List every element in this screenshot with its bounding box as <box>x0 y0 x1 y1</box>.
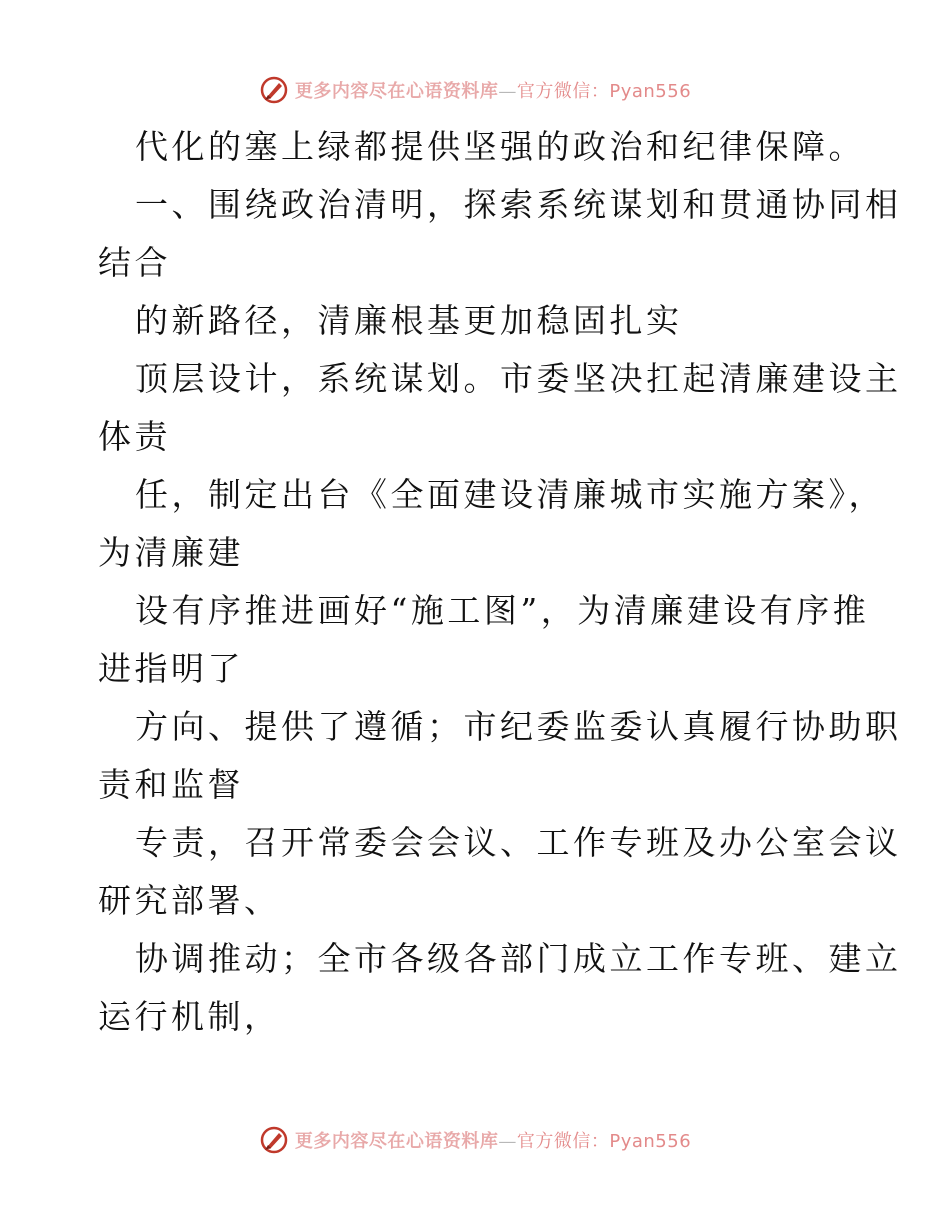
body-line: 任，制定出台《全面建设清廉城市实施方案》， <box>135 475 885 514</box>
document-body <box>98 118 902 1046</box>
body-line: 结合 <box>98 243 171 282</box>
body-line: 体责 <box>98 417 171 456</box>
header-watermark <box>0 72 950 108</box>
body-line: 运行机制， <box>98 997 281 1036</box>
header-watermark-contact: 官方微信：Pyan556 <box>516 81 692 102</box>
body-line: 为清廉建 <box>98 533 244 572</box>
header-watermark-separator: — <box>498 81 517 102</box>
body-line: 一、围绕政治清明，探索系统谋划和贯通协同相 <box>135 185 902 224</box>
body-line: 设有序推进画好“施工图”，为清廉建设有序推 <box>135 591 870 630</box>
pen-logo-icon <box>259 75 289 105</box>
header-watermark-name: 更多内容尽在心语资料库 <box>294 81 499 102</box>
pen-logo-icon <box>259 1125 289 1155</box>
footer-watermark <box>0 1122 950 1158</box>
body-line: 的新路径，清廉根基更加稳固扎实 <box>135 301 683 340</box>
body-line: 代化的塞上绿都提供坚强的政治和纪律保障。 <box>135 127 865 166</box>
body-line: 顶层设计，系统谋划。市委坚决扛起清廉建设主 <box>135 359 902 398</box>
footer-watermark-separator: — <box>498 1131 517 1152</box>
footer-watermark-name: 更多内容尽在心语资料库 <box>294 1131 499 1152</box>
header-watermark-text <box>295 77 691 103</box>
body-line: 进指明了 <box>98 649 244 688</box>
body-line: 责和监督 <box>98 765 244 804</box>
footer-watermark-text <box>295 1127 691 1153</box>
body-line: 研究部署、 <box>98 881 281 920</box>
body-line: 方向、提供了遵循；市纪委监委认真履行协助职 <box>135 707 902 746</box>
body-line: 专责，召开常委会会议、工作专班及办公室会议 <box>135 823 902 862</box>
footer-watermark-contact: 官方微信：Pyan556 <box>516 1131 692 1152</box>
body-line: 协调推动；全市各级各部门成立工作专班、建立 <box>135 939 902 978</box>
